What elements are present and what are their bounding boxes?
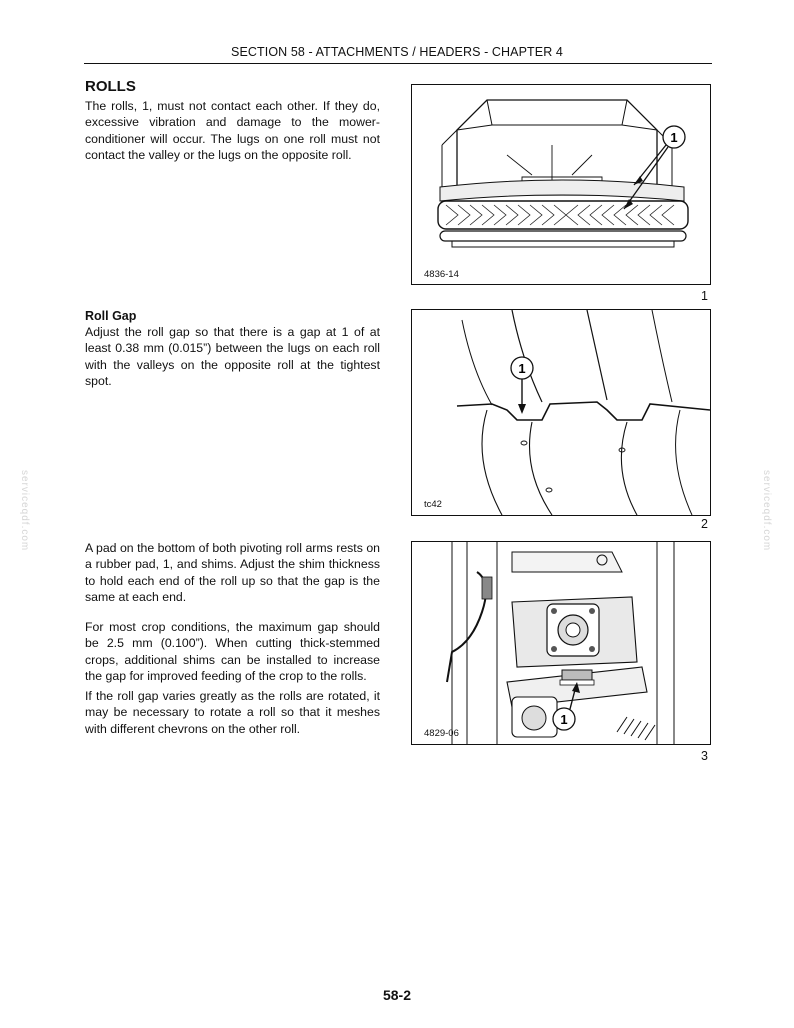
pad-paragraph-1: A pad on the bottom of both pivoting roll arms rests on a rubber pad, 1, and shims. Adjust the shim thickness to hold each end of the roll up so that the gap is the same at each end. bbox=[85, 541, 380, 604]
figure-1 bbox=[411, 84, 711, 285]
watermark-right: serviceqdf.com bbox=[761, 470, 772, 552]
header-rule bbox=[84, 63, 712, 64]
figure-1-callout: 1 bbox=[670, 130, 678, 145]
roll-gap-heading: Roll Gap bbox=[85, 309, 137, 323]
pad-paragraph-2: For most crop conditions, the maximum gap should be 2.5 mm (0.100”). When cutting thick-stemmed crops, additional shims can be installed to increase the gap for improved feeding of the crop to the rolls. bbox=[85, 620, 380, 683]
roll-arm-pad-illustration bbox=[412, 542, 710, 744]
figure-2-code: tc42 bbox=[424, 499, 442, 510]
figure-2 bbox=[411, 309, 711, 516]
figure-2-number: 2 bbox=[701, 517, 708, 531]
roll-gap-illustration bbox=[412, 310, 710, 515]
figure-3-number: 3 bbox=[701, 749, 708, 763]
roll-gap-paragraph: Adjust the roll gap so that there is a gap at 1 of at least 0.38 mm (0.015”) between the lugs on each roll with the valleys on the opposite roll at the tightest spot. bbox=[85, 325, 380, 388]
figure-1-code: 4836-14 bbox=[424, 269, 459, 280]
section-header: SECTION 58 - ATTACHMENTS / HEADERS - CHAPTER 4 bbox=[231, 45, 563, 59]
watermark-left: serviceqdf.com bbox=[19, 470, 30, 552]
figure-3-callout: 1 bbox=[560, 712, 568, 727]
figure-3 bbox=[411, 541, 711, 745]
page-number: 58-2 bbox=[382, 987, 412, 1003]
rolls-heading: ROLLS bbox=[85, 78, 136, 95]
figure-2-callout: 1 bbox=[518, 361, 526, 376]
rolls-paragraph: The rolls, 1, must not contact each other. If they do, excessive vibration and damage to the mower-conditioner will occur. The lugs on one roll must not contact the valley or the lugs on the opposite roll. bbox=[85, 99, 380, 162]
figure-1-number: 1 bbox=[701, 289, 708, 303]
pad-paragraph-3: If the roll gap varies greatly as the rolls are rotated, it may be necessary to rotate a roll so that it meshes with different chevrons on the other roll. bbox=[85, 689, 380, 736]
roll-assembly-illustration bbox=[412, 85, 710, 284]
figure-3-code: 4829-06 bbox=[424, 728, 459, 739]
